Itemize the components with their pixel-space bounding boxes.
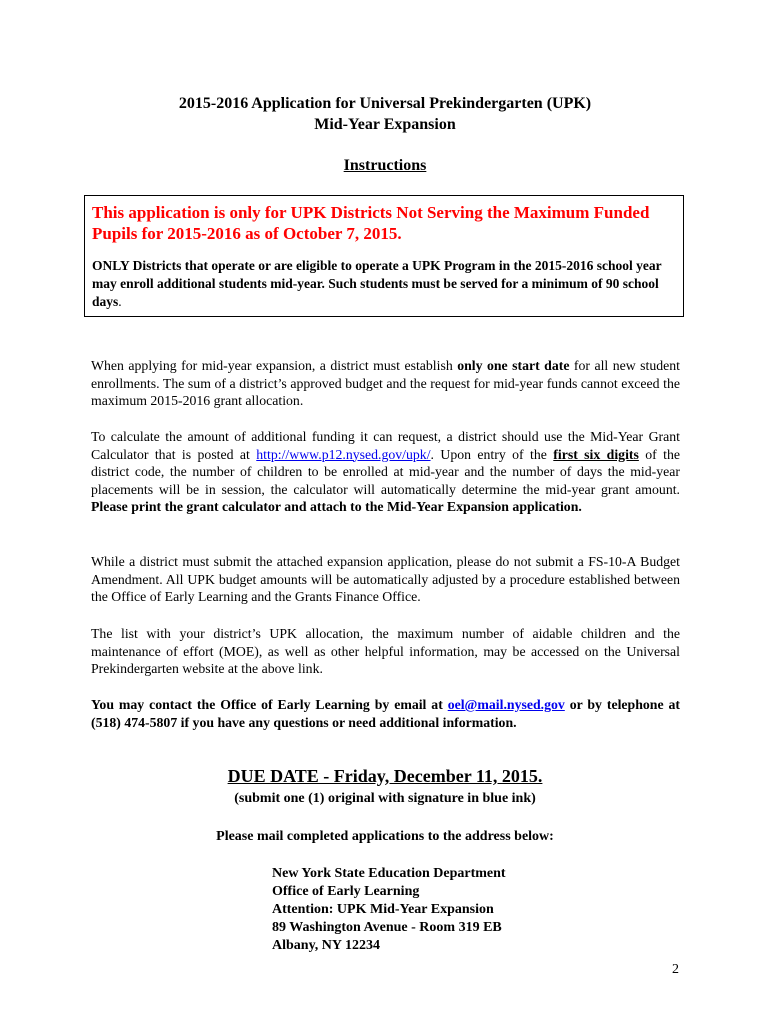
para1-text-b: for all new student enrollments. The sum of a district’s approved budget and the request for mid-year funds cannot exceed the maximum 2015-2016 grant allocation. <box>91 358 681 409</box>
para2-bold-print-instruction: Please print the grant calculator and attach to the Mid-Year Expansion application. <box>91 499 582 515</box>
contact-text-a: You may contact the Office of Early Learning by email at <box>91 697 448 712</box>
title-line-2: Mid-Year Expansion <box>314 116 456 133</box>
upk-website-link[interactable]: http://www.p12.nysed.gov/upk/ <box>256 446 431 462</box>
page-number: 2 <box>672 962 679 977</box>
notice-eligibility-body: ONLY Districts that operate or are eligible to operate a UPK Program in the 2015-2016 school year may enroll additional students mid-year. Such students must be served for a minimum of 90 school days <box>92 258 662 309</box>
page-title <box>0 93 770 135</box>
paragraph-contact <box>91 696 680 731</box>
address-line: 89 Washington Avenue - Room 319 EB <box>272 920 502 935</box>
mail-instruction: Please mail completed applications to the address below: <box>216 829 554 844</box>
address-line: Attention: UPK Mid-Year Expansion <box>272 902 494 917</box>
paragraph-start-date <box>91 357 680 410</box>
mailing-address <box>272 865 506 955</box>
submit-note: (submit one (1) original with signature in blue ink) <box>234 791 536 806</box>
address-line: New York State Education Department <box>272 866 506 881</box>
oel-email-link[interactable]: oel@mail.nysed.gov <box>447 697 565 712</box>
para2-text-c: of the district code, the number of children to be enrolled at mid-year and the number of days the mid-year placements will be in session, the calculator will automatically determine the mid-year grant amount. <box>91 446 680 497</box>
instructions-heading: Instructions <box>343 157 427 174</box>
para2-text-b: . Upon entry of the <box>430 446 554 462</box>
notice-red-text: This application is only for UPK Districts Not Serving the Maximum Funded Pupils for 2015-2016 as of October 7, 2015. <box>92 203 650 243</box>
contact-text-b: or by telephone at (518) 474-5807 if you have any questions or need additional information. <box>91 697 680 730</box>
para1-bold: only one start date <box>457 358 570 373</box>
notice-eligibility-period: . <box>118 294 122 309</box>
notice-eligibility-text <box>92 257 676 311</box>
title-line-1: 2015-2016 Application for Universal Prekindergarten (UPK) <box>178 95 592 112</box>
address-line: Albany, NY 12234 <box>272 938 381 953</box>
paragraph-allocation-info: The list with your district’s UPK allocation, the maximum number of aidable children and the maintenance of effort (MOE), as well as other helpful information, may be accessed on the Universal Prekindergarten website at the above link. <box>91 626 680 677</box>
due-date-heading: DUE DATE - Friday, December 11, 2015. <box>227 766 543 786</box>
para2-text-a: To calculate the amount of additional funding it can request, a district should use the Mid-Year Grant Calculator that is posted at <box>91 429 680 462</box>
address-line: Office of Early Learning <box>272 884 420 899</box>
paragraph-calculator <box>91 428 680 516</box>
paragraph-budget-amendment: While a district must submit the attached expansion application, please do not submit a FS-10-A Budget Amendment. All UPK budget amounts will be automatically adjusted by a procedure established between the Office of Early Learning and the Grants Finance Office. <box>91 554 680 605</box>
notice-box <box>84 195 684 317</box>
para1-text-a: When applying for mid-year expansion, a district must establish <box>91 358 458 373</box>
para2-first-six-digits: first six digits <box>553 446 639 462</box>
